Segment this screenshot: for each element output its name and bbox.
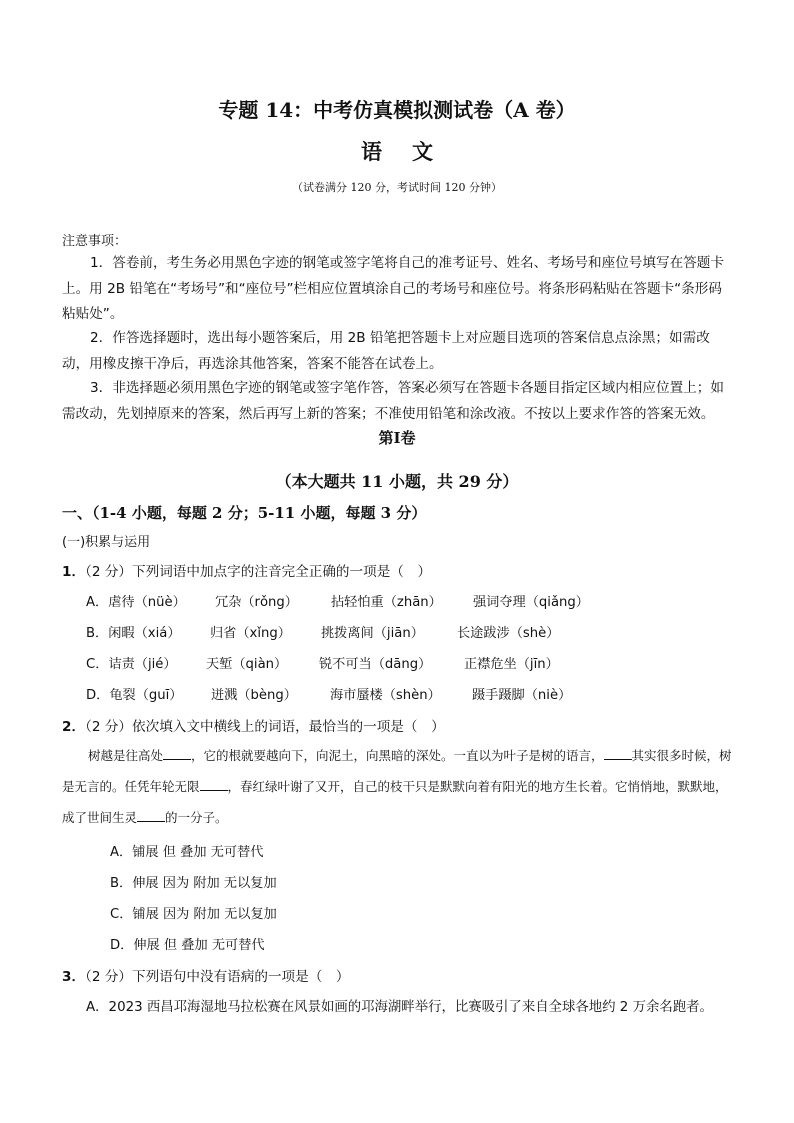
passage-part-5: 的一分子。 bbox=[165, 810, 228, 825]
q1-option-b-word-1: B．闲暇（xiá） bbox=[86, 626, 181, 641]
blank-3 bbox=[200, 778, 228, 791]
blank-4 bbox=[137, 809, 165, 822]
question-3-text: 下列语句中没有语病的一项是（ ） bbox=[132, 969, 350, 985]
section-subheading: (一)积累与运用 bbox=[62, 535, 151, 550]
q1-option-d-word-1: D．龟裂（guī） bbox=[86, 688, 183, 703]
question-2-number: 2． bbox=[62, 719, 86, 735]
q1-option-b-word-3: 挑拨离间（jiān） bbox=[321, 626, 424, 641]
question-3-stem bbox=[62, 965, 350, 985]
question-3-number: 3． bbox=[62, 969, 86, 985]
blank-2 bbox=[604, 747, 632, 760]
subject-title: 语文 bbox=[361, 139, 463, 164]
question-2-score: （2 分） bbox=[85, 719, 133, 735]
q1-option-a-word-1: A．虐待（nüè） bbox=[86, 595, 186, 610]
volume-title: 第Ⅰ卷 bbox=[378, 429, 416, 447]
q1-option-d-word-4: 蹑手蹑脚（niè） bbox=[472, 688, 572, 703]
q1-option-b-word-4: 长途跋涉（shè） bbox=[457, 626, 560, 641]
q2-option-d: D．伸展 但 叠加 无可替代 bbox=[110, 938, 265, 953]
question-3-score: （2 分） bbox=[85, 969, 133, 985]
q1-option-a-word-2: 冗杂（rǒng） bbox=[215, 595, 298, 610]
note-item-1: 1．答卷前，考生务必用黑色字迹的钢笔或签字笔将自己的准考证号、姓名、考场号和座位号填写在答题卡上。用 2B 铅笔在“考场号”和“座位号”栏相应位置填涂自己的考场号和座位号。将条形码粘贴在答题卡“条形码粘贴处”。 bbox=[62, 255, 724, 322]
passage-part-3: 其实很多时候，树是无言的。任凭年轮无限 bbox=[62, 748, 732, 794]
passage-part-4: ，春红绿叶谢了又开，自己的枝干只是默默向着有阳光的地方生长着。它悄悄地，默默地，成了世间生灵 bbox=[62, 779, 728, 825]
blank-1 bbox=[163, 747, 191, 760]
passage-part-1: 树越是往高处 bbox=[88, 748, 164, 763]
note-item-3: 3．非选择题必须用黑色字迹的钢笔或签字笔作答，答案必须写在答题卡各题目指定区域内相应位置上；如需改动，先划掉原来的答案，然后再写上新的答案；不准使用铅笔和涂改液。不按以上要求作答的答案无效。 bbox=[62, 380, 724, 422]
question-1-score: （2 分） bbox=[85, 564, 133, 580]
section-heading: 一、（1-4 小题，每题 2 分；5-11 小题，每题 3 分） bbox=[62, 504, 427, 522]
q1-option-b-word-2: 归省（xǐng） bbox=[210, 626, 291, 641]
exam-title: 专题 14：中考仿真模拟测试卷（A 卷） bbox=[218, 98, 576, 122]
q3-option-a: A．2023 西昌邛海湿地马拉松赛在风景如画的邛海湖畔举行，比赛吸引了来自全球各地约 2 万余名跑者。 bbox=[86, 1000, 713, 1015]
q1-option-d-word-3: 海市蜃楼（shèn） bbox=[330, 688, 441, 703]
q1-option-c-word-3: 锐不可当（dāng） bbox=[319, 657, 432, 672]
q1-option-a-word-4: 强词夺理（qiǎng） bbox=[473, 595, 589, 610]
passage-part-2: ，它的根就要越向下，向泥土，向黑暗的深处。一直以为叶子是树的语言， bbox=[191, 748, 604, 763]
q2-option-c: C．铺展 因为 附加 无以复加 bbox=[110, 907, 277, 922]
question-1-stem bbox=[62, 560, 431, 580]
question-2-text: 依次填入文中横线上的词语，最恰当的一项是（ ） bbox=[132, 719, 445, 735]
q1-option-d-word-2: 迸溅（bèng） bbox=[211, 688, 297, 703]
q2-option-b: B．伸展 因为 附加 无以复加 bbox=[110, 876, 277, 891]
notes-heading: 注意事项： bbox=[62, 234, 128, 249]
q1-option-c-word-2: 天堑（qiàn） bbox=[206, 657, 288, 672]
q1-option-a-word-3: 拈轻怕重（zhān） bbox=[331, 595, 442, 610]
question-2-stem bbox=[62, 715, 445, 735]
question-1-number: 1． bbox=[62, 564, 86, 580]
question-2-passage bbox=[62, 740, 734, 833]
q2-option-a: A．铺展 但 叠加 无可替代 bbox=[110, 845, 264, 860]
q1-option-c-word-1: C．诘责（jié） bbox=[86, 657, 177, 672]
note-item-2: 2．作答选择题时，选出每小题答案后，用 2B 铅笔把答题卡上对应题目选项的答案信息点涂黑；如需改动，用橡皮擦干净后，再选涂其他答案，答案不能答在试卷上。 bbox=[62, 330, 710, 372]
exam-timing: （试卷满分 120 分，考试时间 120 分钟） bbox=[292, 181, 502, 194]
q1-option-c-word-4: 正襟危坐（jīn） bbox=[464, 657, 559, 672]
volume-subtitle: （本大题共 11 小题，共 29 分） bbox=[275, 472, 519, 491]
question-1-text: 下列词语中加点字的注音完全正确的一项是（ ） bbox=[132, 564, 432, 580]
